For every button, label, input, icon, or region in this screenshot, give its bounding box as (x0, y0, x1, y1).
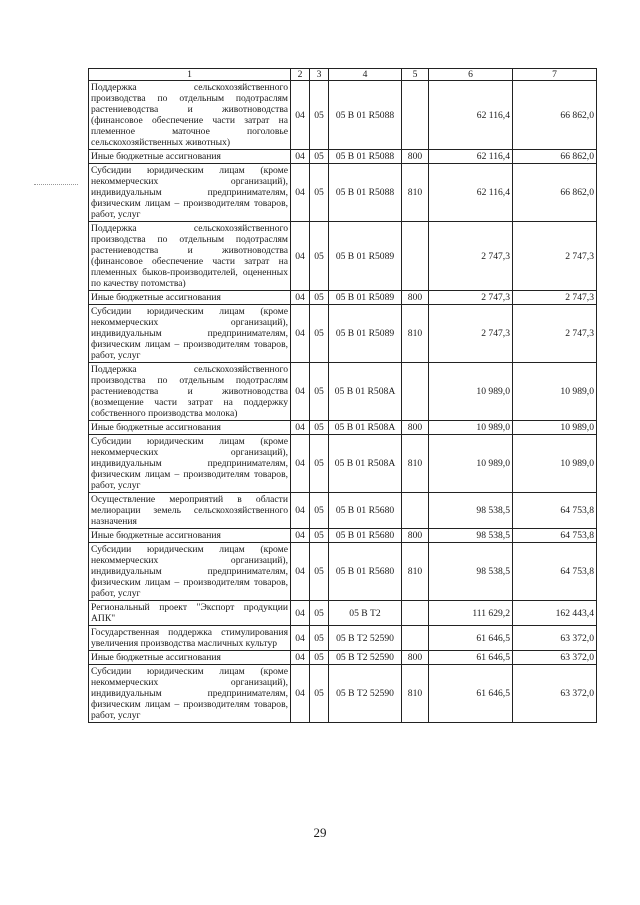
expense-type-cell: 810 (402, 305, 429, 363)
target-article-cell: 05 В Т2 52590 (329, 665, 402, 723)
subsection-cell: 05 (310, 543, 329, 601)
section-cell: 04 (291, 543, 310, 601)
amount-year-1-cell: 62 116,4 (429, 150, 513, 164)
subsection-cell: 05 (310, 626, 329, 651)
table-row (89, 291, 597, 305)
amount-year-2-cell: 10 989,0 (513, 435, 597, 493)
expense-type-cell: 800 (402, 421, 429, 435)
amount-year-2-cell: 66 862,0 (513, 150, 597, 164)
table-row (89, 493, 597, 529)
table-row (89, 529, 597, 543)
section-cell: 04 (291, 222, 310, 291)
row-name-cell: Поддержка сельскохозяйственного производства по отдельным подотраслям растениеводства и животноводства (возмещение части затрат на поддержку собственного производства молока) (89, 363, 291, 421)
column-header: 7 (513, 69, 597, 81)
subsection-cell: 05 (310, 435, 329, 493)
subsection-cell: 05 (310, 305, 329, 363)
table-row (89, 305, 597, 363)
amount-year-2-cell: 66 862,0 (513, 164, 597, 222)
table-row (89, 665, 597, 723)
column-header: 6 (429, 69, 513, 81)
amount-year-1-cell: 10 989,0 (429, 435, 513, 493)
section-cell: 04 (291, 651, 310, 665)
subsection-cell: 05 (310, 493, 329, 529)
expense-type-cell: 800 (402, 651, 429, 665)
section-cell: 04 (291, 529, 310, 543)
budget-table (88, 68, 597, 723)
amount-year-1-cell: 10 989,0 (429, 363, 513, 421)
amount-year-2-cell: 2 747,3 (513, 291, 597, 305)
row-name-cell: Поддержка сельскохозяйственного производства по отдельным подотраслям растениеводства и животноводства (финансовое обеспечение части затрат на племенное маточное поголовье сельскохозяйственных животных) (89, 81, 291, 150)
expense-type-cell: 800 (402, 291, 429, 305)
row-name-cell: Субсидии юридическим лицам (кроме некоммерческих организаций), индивидуальным предпринимателям, физическим лицам – производителям товаров, работ, услуг (89, 435, 291, 493)
subsection-cell: 05 (310, 601, 329, 626)
column-header: 1 (89, 69, 291, 81)
subsection-cell: 05 (310, 222, 329, 291)
table-row (89, 626, 597, 651)
row-name-cell: Иные бюджетные ассигнования (89, 150, 291, 164)
expense-type-cell: 810 (402, 164, 429, 222)
subsection-cell: 05 (310, 529, 329, 543)
target-article-cell: 05 В 01 R5088 (329, 81, 402, 150)
section-cell: 04 (291, 626, 310, 651)
amount-year-1-cell: 61 646,5 (429, 665, 513, 723)
row-name-cell: Субсидии юридическим лицам (кроме некоммерческих организаций), индивидуальным предпринимателям, физическим лицам – производителям товаров, работ, услуг (89, 665, 291, 723)
target-article-cell: 05 В 01 R5089 (329, 291, 402, 305)
amount-year-2-cell: 66 862,0 (513, 81, 597, 150)
amount-year-2-cell: 64 753,8 (513, 543, 597, 601)
amount-year-2-cell: 63 372,0 (513, 651, 597, 665)
target-article-cell: 05 В Т2 (329, 601, 402, 626)
row-name-cell: Поддержка сельскохозяйственного производства по отдельным подотраслям растениеводства и животноводства (финансовое обеспечение части затрат на племенных быков-производителей, оцененных по качеству потомства) (89, 222, 291, 291)
amount-year-1-cell: 98 538,5 (429, 529, 513, 543)
amount-year-1-cell: 98 538,5 (429, 493, 513, 529)
amount-year-2-cell: 162 443,4 (513, 601, 597, 626)
target-article-cell: 05 В Т2 52590 (329, 651, 402, 665)
row-name-cell: Иные бюджетные ассигнования (89, 291, 291, 305)
section-cell: 04 (291, 363, 310, 421)
scan-artifact (34, 184, 78, 187)
amount-year-1-cell: 10 989,0 (429, 421, 513, 435)
target-article-cell: 05 В 01 R5089 (329, 222, 402, 291)
expense-type-cell: 800 (402, 529, 429, 543)
row-name-cell: Иные бюджетные ассигнования (89, 529, 291, 543)
amount-year-1-cell: 2 747,3 (429, 291, 513, 305)
table-row (89, 601, 597, 626)
expense-type-cell: 800 (402, 150, 429, 164)
section-cell: 04 (291, 493, 310, 529)
target-article-cell: 05 В 01 R5680 (329, 529, 402, 543)
expense-type-cell: 810 (402, 665, 429, 723)
target-article-cell: 05 В 01 R5680 (329, 493, 402, 529)
row-name-cell: Государственная поддержка стимулирования увеличения производства масличных культур (89, 626, 291, 651)
table-row (89, 651, 597, 665)
amount-year-2-cell: 63 372,0 (513, 665, 597, 723)
target-article-cell: 05 В 01 R5088 (329, 164, 402, 222)
row-name-cell: Региональный проект "Экспорт продукции АПК" (89, 601, 291, 626)
subsection-cell: 05 (310, 164, 329, 222)
section-cell: 04 (291, 81, 310, 150)
expense-type-cell (402, 363, 429, 421)
amount-year-2-cell: 2 747,3 (513, 222, 597, 291)
section-cell: 04 (291, 435, 310, 493)
target-article-cell: 05 В 01 R5088 (329, 150, 402, 164)
amount-year-1-cell: 62 116,4 (429, 164, 513, 222)
table-row (89, 81, 597, 150)
amount-year-1-cell: 2 747,3 (429, 222, 513, 291)
amount-year-2-cell: 2 747,3 (513, 305, 597, 363)
column-header: 4 (329, 69, 402, 81)
row-name-cell: Субсидии юридическим лицам (кроме некоммерческих организаций), индивидуальным предпринимателям, физическим лицам – производителям товаров, работ, услуг (89, 164, 291, 222)
amount-year-1-cell: 61 646,5 (429, 626, 513, 651)
header-row (89, 69, 597, 81)
section-cell: 04 (291, 291, 310, 305)
subsection-cell: 05 (310, 421, 329, 435)
section-cell: 04 (291, 150, 310, 164)
row-name-cell: Иные бюджетные ассигнования (89, 651, 291, 665)
section-cell: 04 (291, 601, 310, 626)
table-row (89, 421, 597, 435)
column-header: 5 (402, 69, 429, 81)
table-row (89, 543, 597, 601)
row-name-cell: Осуществление мероприятий в области мелиорации земель сельскохозяйственного назначения (89, 493, 291, 529)
subsection-cell: 05 (310, 150, 329, 164)
table-row (89, 222, 597, 291)
amount-year-1-cell: 2 747,3 (429, 305, 513, 363)
page-number: 29 (313, 825, 327, 840)
subsection-cell: 05 (310, 651, 329, 665)
amount-year-1-cell: 61 646,5 (429, 651, 513, 665)
target-article-cell: 05 В 01 R5089 (329, 305, 402, 363)
table-row (89, 435, 597, 493)
column-header: 3 (310, 69, 329, 81)
expense-type-cell: 810 (402, 435, 429, 493)
expense-type-cell: 810 (402, 543, 429, 601)
amount-year-1-cell: 98 538,5 (429, 543, 513, 601)
amount-year-2-cell: 64 753,8 (513, 529, 597, 543)
column-header: 2 (291, 69, 310, 81)
subsection-cell: 05 (310, 291, 329, 305)
expense-type-cell (402, 493, 429, 529)
row-name-cell: Иные бюджетные ассигнования (89, 421, 291, 435)
row-name-cell: Субсидии юридическим лицам (кроме некоммерческих организаций), индивидуальным предпринимателям, физическим лицам – производителям товаров, работ, услуг (89, 305, 291, 363)
subsection-cell: 05 (310, 665, 329, 723)
target-article-cell: 05 В 01 R508А (329, 363, 402, 421)
table-body (89, 81, 597, 723)
table-row (89, 150, 597, 164)
section-cell: 04 (291, 305, 310, 363)
amount-year-2-cell: 64 753,8 (513, 493, 597, 529)
expense-type-cell (402, 601, 429, 626)
target-article-cell: 05 В 01 R508А (329, 421, 402, 435)
section-cell: 04 (291, 421, 310, 435)
amount-year-2-cell: 10 989,0 (513, 421, 597, 435)
table-row (89, 164, 597, 222)
target-article-cell: 05 В Т2 52590 (329, 626, 402, 651)
amount-year-1-cell: 62 116,4 (429, 81, 513, 150)
subsection-cell: 05 (310, 363, 329, 421)
section-cell: 04 (291, 164, 310, 222)
row-name-cell: Субсидии юридическим лицам (кроме некоммерческих организаций), индивидуальным предпринимателям, физическим лицам – производителям товаров, работ, услуг (89, 543, 291, 601)
amount-year-2-cell: 63 372,0 (513, 626, 597, 651)
target-article-cell: 05 В 01 R508А (329, 435, 402, 493)
table-row (89, 363, 597, 421)
expense-type-cell (402, 81, 429, 150)
subsection-cell: 05 (310, 81, 329, 150)
amount-year-1-cell: 111 629,2 (429, 601, 513, 626)
amount-year-2-cell: 10 989,0 (513, 363, 597, 421)
section-cell: 04 (291, 665, 310, 723)
target-article-cell: 05 В 01 R5680 (329, 543, 402, 601)
expense-type-cell (402, 626, 429, 651)
expense-type-cell (402, 222, 429, 291)
